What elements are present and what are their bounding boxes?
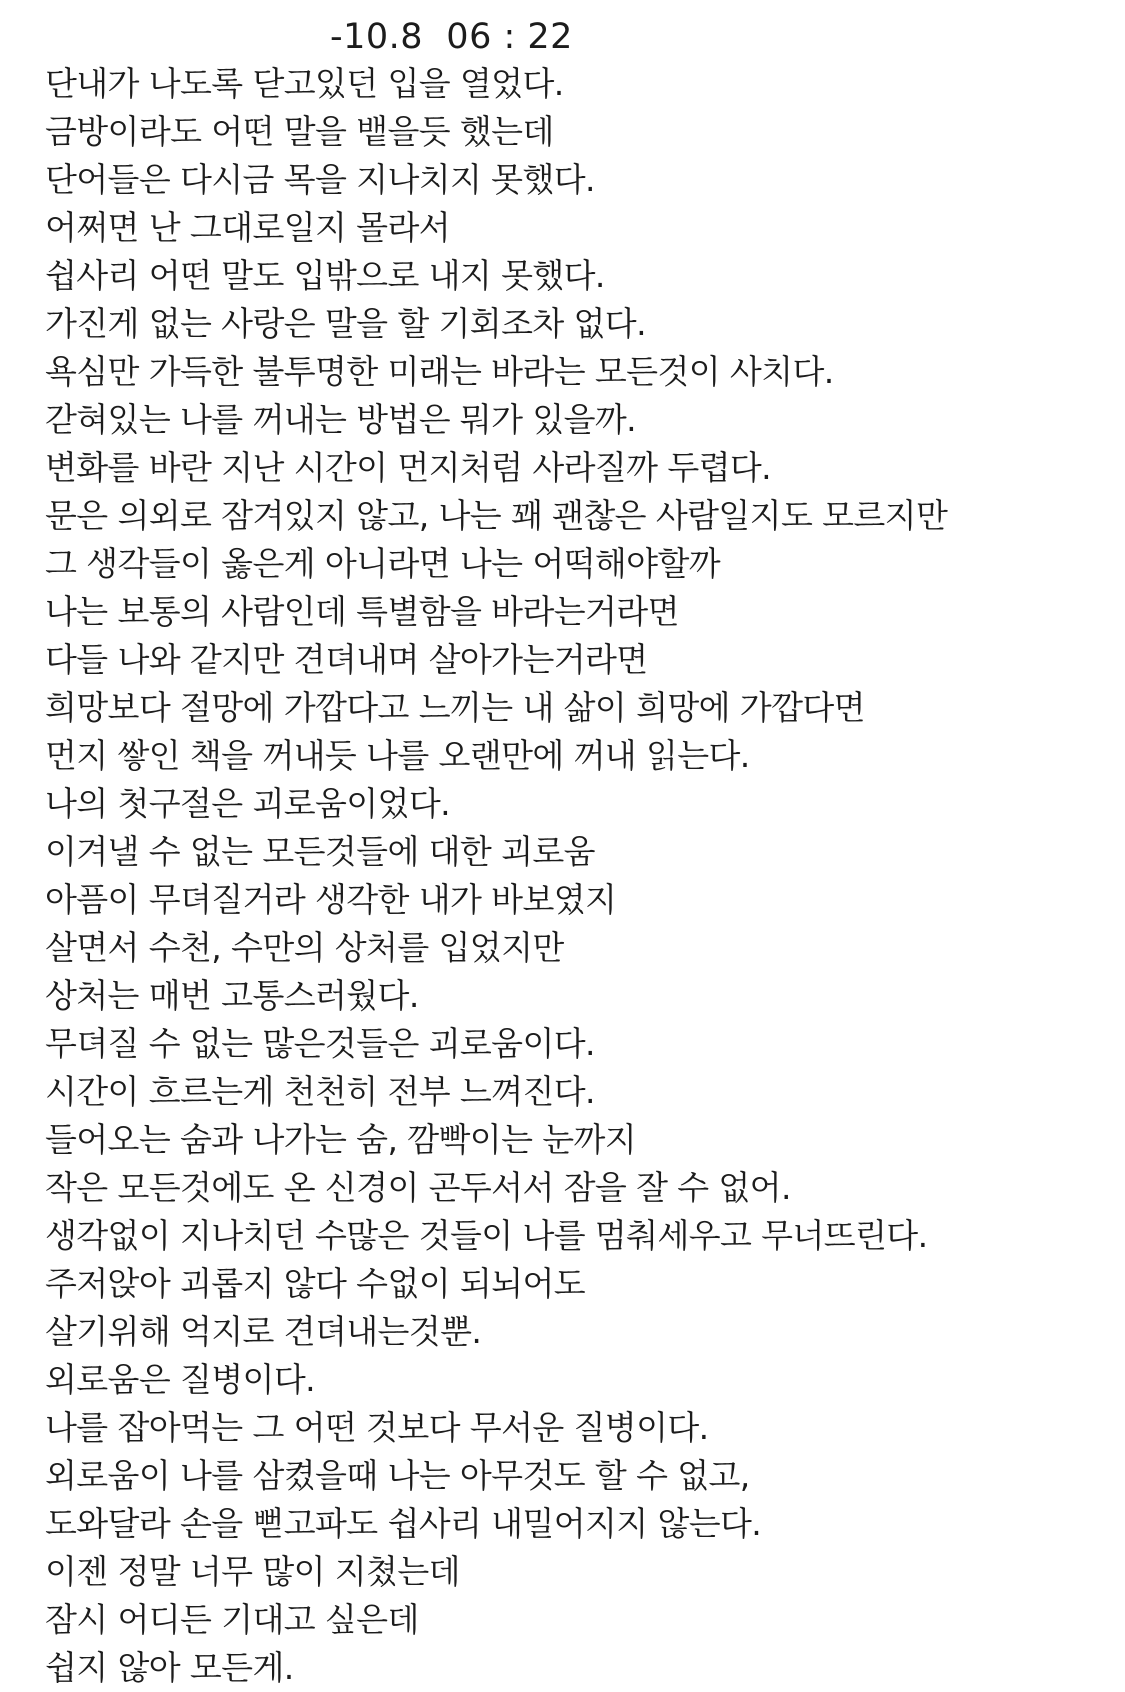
note-line: 문은 의외로 잠겨있지 않고, 나는 꽤 괜찮은 사람일지도 모르지만 (45, 496, 948, 535)
note-line: 잠시 어디든 기대고 싶은데 (45, 1600, 419, 1639)
note-line: 변화를 바란 지난 시간이 먼지처럼 사라질까 두렵다. (45, 448, 772, 487)
note-line: 살면서 수천, 수만의 상처를 입었지만 (45, 928, 564, 967)
note-line: 상처는 매번 고통스러웠다. (45, 976, 419, 1015)
note-line: 금방이라도 어떤 말을 뱉을듯 했는데 (45, 112, 554, 151)
note-line: 먼지 쌓인 책을 꺼내듯 나를 오랜만에 꺼내 읽는다. (45, 736, 750, 775)
note-line: 욕심만 가득한 불투명한 미래는 바라는 모든것이 사치다. (45, 352, 834, 391)
note-line: 이젠 정말 너무 많이 지쳤는데 (45, 1552, 460, 1591)
note-line: 무뎌질 수 없는 많은것들은 괴로움이다. (45, 1024, 595, 1063)
note-line: 주저앉아 괴롭지 않다 수없이 되뇌어도 (45, 1264, 586, 1303)
note-line: 그 생각들이 옳은게 아니라면 나는 어떡해야할까 (45, 544, 721, 583)
note-line: 시간이 흐르는게 천천히 전부 느껴진다. (45, 1072, 595, 1111)
note-line: 나를 잡아먹는 그 어떤 것보다 무서운 질병이다. (45, 1408, 709, 1447)
note-line: 들어오는 숨과 나가는 숨, 깜빡이는 눈까지 (45, 1120, 637, 1159)
note-line: 외로움은 질병이다. (45, 1360, 316, 1399)
note-line: 단내가 나도록 닫고있던 입을 열었다. (45, 64, 564, 103)
note-line: 쉽사리 어떤 말도 입밖으로 내지 못했다. (45, 256, 605, 295)
note-line: 단어들은 다시금 목을 지나치지 못했다. (45, 160, 595, 199)
note-line: 살기위해 억지로 견뎌내는것뿐. (45, 1312, 482, 1351)
note-line: 나의 첫구절은 괴로움이었다. (45, 784, 451, 823)
note-line: 쉽지 않아 모든게. (45, 1648, 294, 1687)
note-line: 가진게 없는 사랑은 말을 할 기회조차 없다. (45, 304, 646, 343)
note-line: 아픔이 무뎌질거라 생각한 내가 바보였지 (45, 880, 617, 919)
note-line: 생각없이 지나치던 수많은 것들이 나를 멈춰세우고 무너뜨린다. (45, 1216, 928, 1255)
note-line: 어쩌면 난 그대로일지 몰라서 (45, 208, 451, 247)
note-body (45, 60, 1105, 1692)
note-date-time: -10.8 06 : 22 (330, 17, 573, 57)
note-line: 외로움이 나를 삼켰을때 나는 아무것도 할 수 없고, (45, 1456, 750, 1495)
note-line: 다들 나와 같지만 견뎌내며 살아가는거라면 (45, 640, 648, 679)
note-line: 작은 모든것에도 온 신경이 곤두서서 잠을 잘 수 없어. (45, 1168, 791, 1207)
note-line: 나는 보통의 사람인데 특별함을 바라는거라면 (45, 592, 679, 631)
note-line: 도와달라 손을 뻗고파도 쉽사리 내밀어지지 않는다. (45, 1504, 762, 1543)
note-line: 이겨낼 수 없는 모든것들에 대한 괴로움 (45, 832, 595, 871)
note-line: 희망보다 절망에 가깝다고 느끼는 내 삶이 희망에 가깝다면 (45, 688, 865, 727)
note-line: 갇혀있는 나를 꺼내는 방법은 뭐가 있을까. (45, 400, 637, 439)
